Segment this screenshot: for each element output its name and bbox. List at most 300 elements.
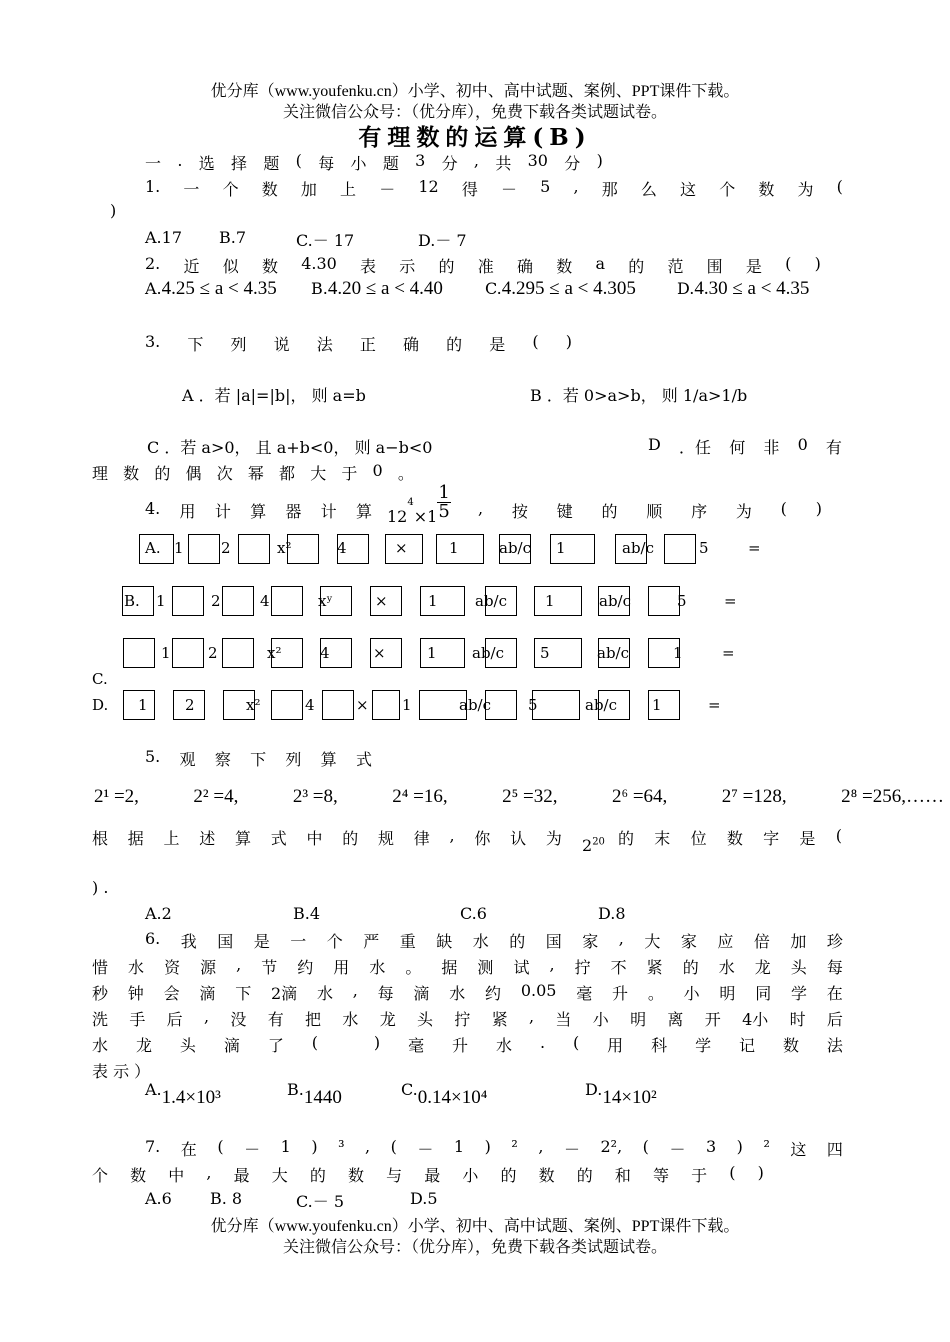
q1-stem-token: 个 [719, 180, 736, 199]
calculator-key-box [648, 586, 680, 616]
q5-question-part2-token: 位 [690, 829, 707, 848]
q6-line-3-token: , [352, 981, 358, 1000]
q4-stem-post [478, 499, 822, 522]
q3-stem-token: 说 [273, 335, 290, 354]
q1-stem-token: 为 [797, 180, 814, 199]
q5-stem-token: 5. [145, 747, 161, 766]
q2-stem-token: 示 [399, 257, 416, 276]
q6-line-4-token: 4小 [742, 1010, 769, 1029]
q6-line-3-token: 水 [449, 984, 466, 1003]
q2-stem-token: 近 [183, 257, 200, 276]
q2-stem-token: 的 [628, 257, 645, 276]
q3-option-b: B ．若 0>a>b， 则 1/a>1/b [530, 386, 748, 405]
calculator-key-label: = [748, 539, 761, 557]
q4-stem-pre-token: 算 [250, 502, 267, 521]
q6-line-4-token: 头 [417, 1010, 434, 1029]
q5-power-sequence-token: 2¹ =2, [94, 786, 139, 807]
q5-question-part2 [618, 826, 842, 849]
q1-option-c: C.－ 17 [296, 231, 355, 250]
q6-line-1-token: 水 [472, 932, 489, 951]
q6-line-2-token: 用 [333, 958, 350, 977]
calculator-key-box [287, 534, 319, 564]
q7-line-1-token: － [417, 1140, 434, 1159]
header-line-1: 优分库（www.youfenku.cn）小学、初中、高中试题、案例、PPT课件下载。 [210, 83, 740, 100]
calculator-key-label: 2 [185, 696, 195, 714]
q5-question-part2-token: 数 [726, 829, 743, 848]
calculator-key-label: ab/c [499, 539, 531, 557]
q7-line-1-token: ( [642, 1137, 649, 1156]
q7-line-1-token: , [365, 1137, 371, 1156]
q6-line-3-token: 2滴 [270, 984, 298, 1003]
q5-question-part1-token: 律 [413, 829, 430, 848]
q6-line-4-token: 水 [342, 1010, 359, 1029]
q5-power-expression: $2^{20}$ [582, 836, 605, 855]
q6-line-5-token: 滴 [223, 1036, 240, 1055]
q3-stem-token: ( [532, 332, 539, 351]
q5-stem-token: 观 [179, 750, 196, 769]
q6-line-2-token: 拧 [574, 958, 591, 977]
q6-line-3-token: 升 [612, 984, 629, 1003]
q6-line-1-token: 6. [145, 929, 161, 948]
q2-stem-token: 是 [745, 257, 762, 276]
q6-line-4-token: 紧 [491, 1010, 508, 1029]
q7-option-d: D.5 [410, 1189, 438, 1208]
calculator-key-box [534, 586, 582, 616]
q1-stem-token: 12 [418, 177, 439, 196]
q7-line-1-token: , [538, 1137, 544, 1156]
q7-line-2-token: 最 [424, 1166, 441, 1185]
q3-option-d-line1-token: D [648, 435, 661, 454]
calculator-key-label: xʸ [318, 592, 333, 610]
q6-line-1-token: 加 [790, 932, 807, 951]
q2-stem-token: 表 [360, 257, 377, 276]
q6-line-3-token: 约 [485, 984, 502, 1003]
q6-line-3-token: 毫 [576, 984, 593, 1003]
q5-question-part1-token: 规 [378, 829, 395, 848]
q4-stem-post-token: ( [780, 499, 787, 518]
q6-line-4 [92, 1007, 843, 1030]
q3-option-d-line2-token: 数 [123, 464, 140, 483]
q6-line-2-token: 据 [441, 958, 458, 977]
q4-stem-post-token: , [478, 499, 484, 518]
q6-line-4-token: 龙 [379, 1010, 396, 1029]
q7-line-2-token: 等 [652, 1166, 669, 1185]
q2-stem-token: ) [814, 254, 821, 273]
q6-line-1-token: 重 [399, 932, 416, 951]
q6-line-2-token: 不 [610, 958, 627, 977]
q7-line-2-token: 数 [347, 1166, 364, 1185]
q1-stem-token: － [501, 180, 518, 199]
section-heading-token: 共 [495, 154, 512, 173]
q6-line-3-token: 滴 [199, 984, 216, 1003]
q1-option-a: A.17 [145, 228, 182, 247]
q3-option-d-line1 [648, 435, 842, 458]
calculator-key-label: C. [92, 670, 108, 688]
q7-line-2-token: 个 [92, 1166, 109, 1185]
q5-power-sequence-token: 2⁷ =128, [721, 786, 787, 807]
calculator-key-label: 1 [174, 539, 184, 557]
q6-line-2-token: 的 [682, 958, 699, 977]
q6-line-4-token: , [529, 1007, 535, 1026]
q5-question-part2-token: ( [835, 826, 842, 845]
q6-line-1-token: 大 [644, 932, 661, 951]
q5-question-part1-token: 中 [306, 829, 323, 848]
q7-line-2 [92, 1163, 764, 1186]
calculator-key-label: = [724, 592, 737, 610]
q6-line-4-token: , [203, 1007, 210, 1026]
q1-stem-token: 数 [758, 180, 775, 199]
q5-question-part1 [92, 826, 562, 849]
calculator-key-label: × [395, 539, 408, 557]
q3-stem-token: 列 [230, 335, 247, 354]
q2-stem-token: 准 [477, 257, 494, 276]
q4-stem-post-token: 序 [691, 502, 708, 521]
q6-line-5-token: 了 [267, 1036, 284, 1055]
q3-stem-token: 法 [316, 335, 333, 354]
q1-option-b: B.7 [219, 228, 247, 247]
q2-stem [145, 254, 821, 277]
q3-stem [145, 332, 572, 355]
q6-line-5 [92, 1033, 843, 1056]
q5-question-part2-token: 是 [799, 829, 816, 848]
q6-line-5-token: ( [311, 1033, 319, 1052]
q6-line-4-token: 开 [704, 1010, 721, 1029]
q6-line-2-token: 试 [513, 958, 530, 977]
calculator-key-label: D. [92, 696, 109, 714]
q6-line-4-token: 手 [129, 1010, 146, 1029]
q1-option-d: D.－ 7 [418, 231, 467, 250]
q7-line-2-token: 最 [233, 1166, 250, 1185]
q1-stem-token: － [379, 180, 396, 199]
section-heading-token: 分 [441, 154, 458, 173]
q6-option-b: B.1440 [287, 1080, 342, 1108]
q2-stem-token: 数 [261, 257, 278, 276]
q6-line-3-token: 。 [647, 984, 664, 1003]
q3-option-d-line2-token: 大 [310, 464, 327, 483]
calculator-key-label: 2 [211, 592, 221, 610]
calculator-key-box [188, 534, 220, 564]
q6-option-d: D.14×10² [585, 1080, 657, 1108]
q5-question-part2-token: 的 [618, 829, 635, 848]
calculator-key-label: 1 [402, 696, 412, 714]
q6-line-3-token: 0.05 [520, 981, 557, 1000]
q3-option-d-line1-token: 非 [763, 438, 780, 457]
q1-stem [145, 177, 843, 200]
q6-line-3-token: 滴 [413, 984, 430, 1003]
q6-line-5-token: 用 [607, 1036, 624, 1055]
q3-stem-token: 3. [145, 332, 161, 351]
q7-line-1-token: 1 [280, 1137, 291, 1156]
calculator-key-label: 1 [652, 696, 662, 714]
q7-line-1-token: 7. [145, 1137, 161, 1156]
q7-line-1-token: ² [511, 1137, 518, 1156]
q6-line-3-token: 水 [316, 984, 333, 1003]
q5-question-part2-token: 末 [654, 829, 671, 848]
q6-line-2-token: 头 [790, 958, 807, 977]
calculator-key-label: ab/c [599, 592, 631, 610]
q5-power-sequence-token: 2⁸ =256,…… [841, 786, 944, 807]
q4-stem-post-token: 按 [511, 502, 528, 521]
q6-line-2-token: 约 [297, 958, 314, 977]
q6-line-4-token: 小 [592, 1010, 609, 1029]
q6-line-4-token: 把 [305, 1010, 322, 1029]
q3-option-d-line2-token: 次 [216, 464, 233, 483]
q6-line-1-token: 家 [680, 932, 697, 951]
calculator-key-label: 2 [221, 539, 231, 557]
calculator-key-label: 1 [545, 592, 555, 610]
q7-line-1-token: 四 [826, 1140, 843, 1159]
calculator-key-box [420, 586, 465, 616]
header-line-2: 关注微信公众号：（优分库），免费下载各类试题试卷。 [282, 104, 667, 121]
calculator-key-label: ab/c [475, 592, 507, 610]
q2-stem-token: 数 [556, 257, 573, 276]
q3-option-d-line2-token: 的 [154, 464, 171, 483]
q6-line-4-token: 离 [667, 1010, 684, 1029]
q6-option-c: C.0.14×10⁴ [401, 1080, 488, 1108]
section-heading-token: 题 [263, 154, 280, 173]
q6-line-2-token: 。 [405, 958, 422, 977]
calculator-key-label: x² [277, 539, 292, 557]
q5-question-part1-token: 据 [127, 829, 144, 848]
q5-stem-token: 察 [214, 750, 231, 769]
q6-line-1-token: 是 [253, 932, 270, 951]
q3-option-a: A ．若 |a|=|b|， 则 a=b [182, 386, 366, 405]
q2-stem-token: a [595, 254, 605, 273]
q4-stem-post-token: 顺 [646, 502, 663, 521]
q3-option-d-line2-token: 都 [279, 464, 296, 483]
q6-line-3-token: 会 [163, 984, 180, 1003]
q5-question-tail: ) . [92, 878, 109, 897]
calculator-key-label: 1 [449, 539, 459, 557]
section-heading-token: 择 [231, 154, 248, 173]
calculator-key-label: x² [246, 696, 261, 714]
q7-line-1-token: ³ [338, 1137, 345, 1156]
q6-line-3-token: 下 [235, 984, 252, 1003]
q5-stem [145, 747, 372, 770]
q3-option-d-line2-token: 理 [92, 464, 109, 483]
q6-line-2-token: , [549, 955, 555, 974]
section-heading-token: 选 [198, 154, 215, 173]
q1-stem-token: 数 [261, 180, 278, 199]
q6-line-5-token: 升 [452, 1036, 469, 1055]
q4-stem-post-token: 的 [601, 502, 618, 521]
calculator-key-box [532, 690, 580, 720]
q6-line-1-token: 的 [509, 932, 526, 951]
q4-stem-pre [145, 499, 372, 522]
q5-power-sequence-token: 2³ =8, [292, 786, 338, 807]
q5-power-sequence-token: 2⁵ =32, [502, 786, 558, 807]
q5-power-sequence-token: 2⁴ =16, [392, 786, 448, 807]
q6-line-3-token: 明 [719, 984, 736, 1003]
calculator-key-label: 5 [540, 644, 550, 662]
calculator-key-label: 1 [138, 696, 148, 714]
calculator-key-label: 5 [699, 539, 709, 557]
q3-option-d-line2 [92, 461, 414, 484]
q5-option-b: B.4 [293, 904, 321, 923]
q6-line-2-token: 水 [718, 958, 735, 977]
q7-line-2-token: 数 [130, 1166, 147, 1185]
calculator-key-label: 4 [337, 539, 347, 557]
q6-line-2-token: 每 [826, 958, 843, 977]
q6-line-2-token: 水 [128, 958, 145, 977]
section-heading-token: . [177, 151, 183, 170]
calculator-key-label: A. [145, 539, 161, 557]
q4-stem-pre-token: 计 [214, 502, 231, 521]
q3-stem-token: 正 [359, 335, 376, 354]
page-title: 有理数的运算(B) [358, 124, 592, 151]
q3-option-d-line2-token: 。 [397, 464, 414, 483]
q6-line-2-token: 水 [369, 958, 386, 977]
section-heading-token: 30 [527, 151, 548, 170]
q7-line-2-token: 的 [500, 1166, 517, 1185]
q3-option-d-line2-token: 偶 [185, 464, 202, 483]
q7-option-b: B. 8 [210, 1189, 243, 1208]
q3-option-d-line2-token: 于 [341, 464, 358, 483]
q3-option-d-line1-token: 有 [825, 438, 842, 457]
q6-line-5-token: 水 [92, 1036, 109, 1055]
q6-line-3 [92, 981, 843, 1004]
q3-stem-token: 是 [489, 335, 506, 354]
q2-stem-token: 4.30 [301, 254, 337, 273]
q6-line-4-token: 有 [267, 1010, 284, 1029]
q7-line-2-token: 的 [309, 1166, 326, 1185]
calculator-key-box [222, 638, 254, 668]
q6-line-1-token: 一 [290, 932, 307, 951]
q7-line-2-token: 大 [271, 1166, 288, 1185]
q6-line-2-token: 龙 [754, 958, 771, 977]
q7-line-1-token: 这 [790, 1140, 807, 1159]
q7-line-1 [145, 1137, 843, 1160]
q1-stem-token: , [573, 177, 579, 196]
q7-line-1-token: ² [763, 1137, 770, 1156]
q1-stem-token: 加 [300, 180, 317, 199]
q5-question-part1-token: 式 [270, 829, 287, 848]
section-heading-token: 分 [564, 154, 581, 173]
calculator-key-label: ab/c [459, 696, 491, 714]
section-heading-token: 一 [145, 154, 162, 173]
q4-stem-post-token: ) [815, 499, 822, 518]
section-heading-token: 小 [350, 154, 367, 173]
q5-option-a: A.2 [145, 904, 172, 923]
q5-power-sequence-token: 2⁶ =64, [611, 786, 668, 807]
q4-stem-post-token: 键 [556, 502, 573, 521]
calculator-key-label: 1 [156, 592, 166, 610]
calculator-key-box [222, 586, 254, 616]
q7-line-2-token: 和 [614, 1166, 631, 1185]
footer-line-2: 关注微信公众号：（优分库），免费下载各类试题试卷。 [282, 1239, 667, 1256]
section-heading [145, 151, 603, 174]
q6-line-2-token: , [236, 955, 242, 974]
q5-power-sequence-token: 2² =4, [193, 786, 239, 807]
q1-stem-token: 5 [540, 177, 551, 196]
q2-option-d: D.4.30 ≤ a < 4.35 [677, 278, 810, 299]
q6-line-3-token: 秒 [92, 984, 109, 1003]
section-heading-token: 题 [382, 154, 399, 173]
q7-line-1-token: ( [217, 1137, 224, 1156]
calculator-key-label: ab/c [585, 696, 617, 714]
q7-line-1-token: 2², [600, 1137, 623, 1156]
calculator-key-label: × [356, 696, 369, 714]
calculator-key-label: 2 [208, 644, 218, 662]
q2-stem-token: 2. [145, 254, 161, 273]
q5-stem-token: 列 [285, 750, 302, 769]
q5-question-part1-token: 根 [92, 829, 109, 848]
q4-stem-post-token: 为 [735, 502, 752, 521]
q6-line-2 [92, 955, 843, 978]
q7-line-2-token: ( [729, 1163, 736, 1182]
q6-line-1-token: 倍 [753, 932, 770, 951]
q5-question-part1-token: 的 [342, 829, 359, 848]
section-heading-token: , [473, 151, 480, 170]
q6-line-1-token: 应 [717, 932, 734, 951]
q6-line-1-token: 国 [217, 932, 234, 951]
q6-line-2-token: 源 [200, 958, 217, 977]
q5-question-part2-token: 字 [763, 829, 780, 848]
q6-line-1-token: 严 [363, 932, 380, 951]
q3-stem-token: 确 [403, 335, 420, 354]
q3-stem-token: ) [565, 332, 572, 351]
q6-line-6: 表 示 ） [92, 1062, 151, 1081]
q6-line-2-token: 资 [164, 958, 181, 977]
q5-stem-token: 下 [250, 750, 267, 769]
calculator-key-box [271, 586, 303, 616]
q6-line-1 [145, 929, 843, 952]
q6-line-1-token: 我 [180, 932, 197, 951]
q6-line-4-token: 没 [230, 1010, 247, 1029]
calculator-key-label: 4 [260, 592, 270, 610]
q6-line-4-token: 明 [630, 1010, 647, 1029]
q5-question-part1-token: , [449, 826, 455, 845]
q6-line-5-token: ) [373, 1033, 381, 1052]
q2-stem-token: 确 [516, 257, 533, 276]
q3-option-d-line1-token: 何 [729, 438, 746, 457]
q6-line-3-token: 钟 [127, 984, 144, 1003]
q7-line-2-token: 数 [538, 1166, 555, 1185]
q6-line-3-token: 小 [683, 984, 700, 1003]
q7-line-1-token: 1 [453, 1137, 465, 1156]
q6-line-5-token: . [539, 1033, 546, 1052]
q6-line-3-token: 每 [377, 984, 394, 1003]
q6-line-1-token: 珍 [826, 932, 843, 951]
q6-option-a: A.1.4×10³ [145, 1080, 221, 1108]
q3-option-d-line1-token: 0 [797, 435, 808, 454]
q7-line-1-token: － [669, 1140, 686, 1159]
calculator-key-label: ab/c [472, 644, 504, 662]
q7-line-1-token: ( [390, 1137, 397, 1156]
q6-line-5-token: 头 [179, 1036, 196, 1055]
q6-line-4-token: 当 [555, 1010, 572, 1029]
q4-stem-pre-token: 计 [320, 502, 337, 521]
q1-stem-token: 1. [145, 177, 161, 196]
q7-line-2-token: ) [757, 1163, 764, 1182]
calculator-key-box [436, 534, 484, 564]
section-heading-token: ( [295, 151, 302, 170]
q2-stem-token: ( [785, 254, 792, 273]
calculator-key-label: 1 [161, 644, 171, 662]
calculator-key-label: × [373, 644, 386, 662]
q1-stem-token: 一 [183, 180, 200, 199]
q6-line-1-token: 个 [326, 932, 343, 951]
calculator-key-box [322, 690, 354, 720]
calculator-key-label: 4 [305, 696, 315, 714]
q7-line-2-token: 于 [691, 1166, 708, 1185]
q6-line-1-token: 家 [582, 932, 599, 951]
q5-stem-token: 式 [355, 750, 372, 769]
q6-line-4-token: 后 [166, 1010, 183, 1029]
q6-line-5-token: 法 [826, 1036, 843, 1055]
q6-line-5-token: 毫 [408, 1036, 425, 1055]
section-heading-token: 3 [415, 151, 426, 170]
